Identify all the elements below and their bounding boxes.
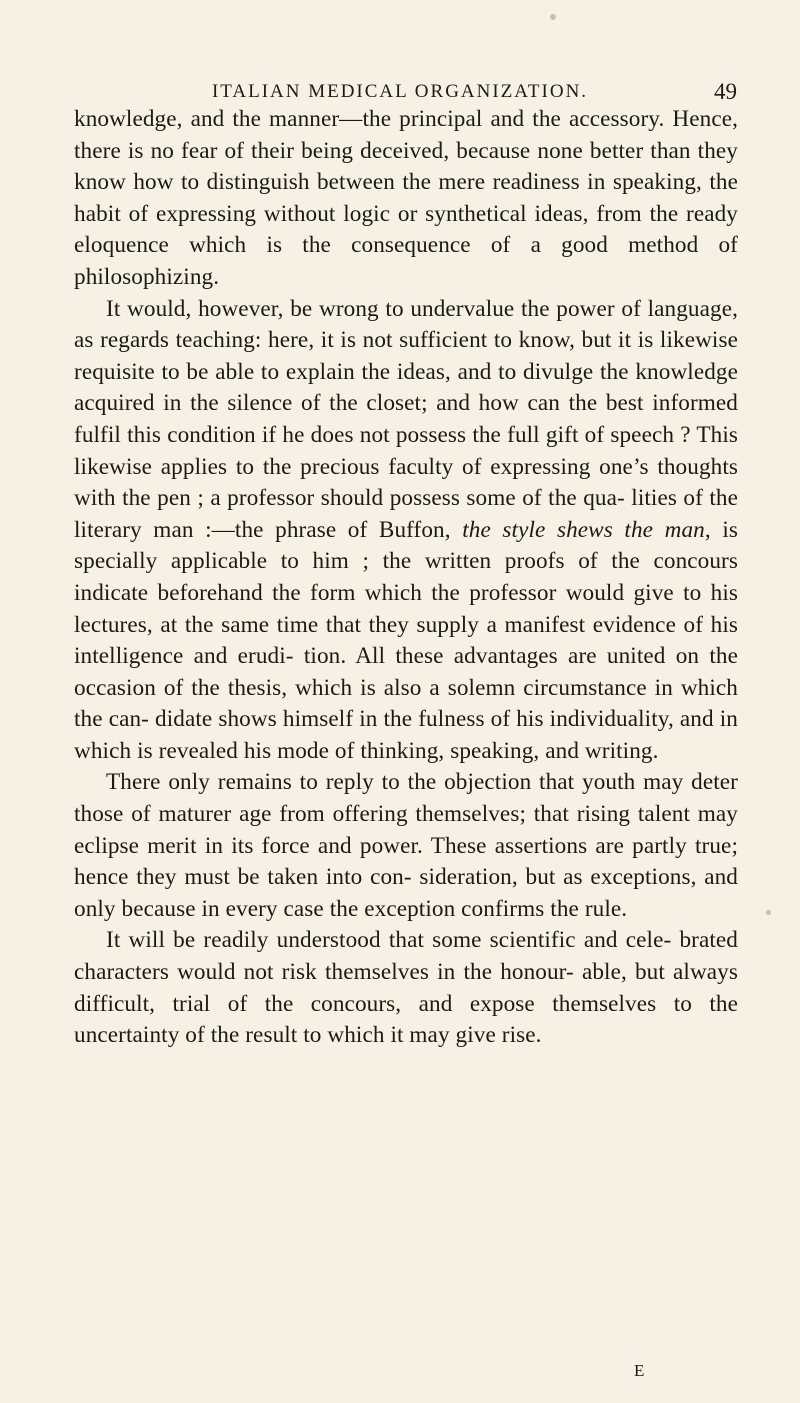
paragraph-text: It will be readily understood that some scientific and cele- brated characters would not risk themselves in the honour- able, but always difficult, trial of the concours, and expose themselves to the uncertainty of the result to which it may give rise. (74, 927, 738, 1049)
paragraph (74, 104, 738, 294)
paragraph-text: It would, however, be wrong to undervalue the power of language, as regards teaching: here, it is not sufficient to know, but it is likewise requisite to be able to explain the ideas, and to divulge the knowledge acquired in the silence of the closet; and how can the best informed fulfil this condition if he does not possess the full gift of speech ? This likewise applies to the precious faculty of expressing one’s thoughts with the pen ; a professor should possess some of the qua- lities of the literary man :—the phrase of Buffon, (74, 295, 738, 543)
ink-speck (766, 910, 771, 915)
page-number: 49 (714, 79, 737, 104)
paragraph-text: knowledge, and the manner—the principal and the accessory. Hence, there is no fear of their being deceived, because none better than they know how to distinguish between the mere readiness in speaking, the habit of expressing without logic or synthetical ideas, from the ready eloquence which is the consequence of a good method of philosophizing. (74, 106, 738, 290)
signature-mark: E (634, 1361, 645, 1380)
paragraph (74, 925, 738, 1051)
paragraph (74, 767, 738, 925)
body-text (74, 104, 738, 1052)
paragraph (74, 294, 738, 768)
italic-quotation: the style shews the man (462, 516, 705, 543)
paragraph-text: , is specially applicable to him ; the written proofs of the concours indicate beforehand the form which the professor would give to his lectures, at the same time that they supply a manifest evidence of his intelligence and erudi- tion. All these advantages are united on the occasion of the thesis, which is also a solemn circumstance in which the can- didate shows himself in the fulness of his individuality, and in which is revealed his mode of thinking, speaking, and writing. (74, 516, 738, 764)
ink-speck (550, 14, 556, 20)
paragraph-text: There only remains to reply to the objection that youth may deter those of maturer age from offering themselves; that rising talent may eclipse merit in its force and power. These assertions are partly true; hence they must be taken into con- sideration, but as exceptions, and only because in every case the exception confirms the rule. (74, 769, 738, 922)
running-head (0, 52, 800, 104)
running-title: ITALIAN MEDICAL ORGANIZATION. (211, 81, 589, 102)
